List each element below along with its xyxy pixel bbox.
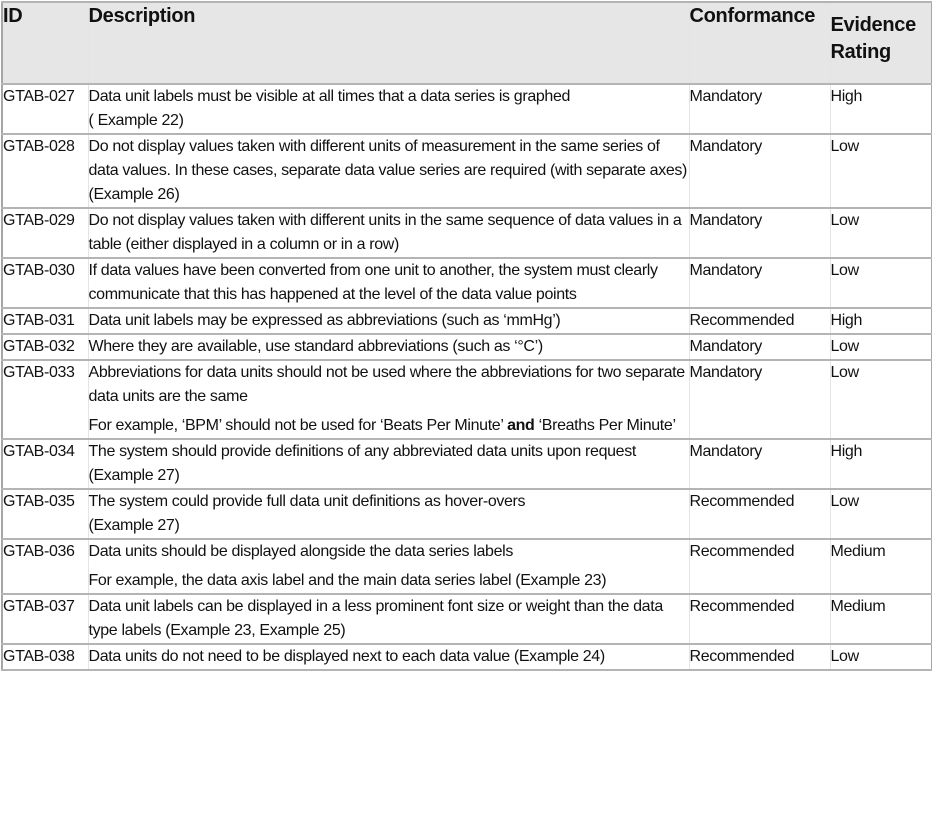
row-id: GTAB-033 [2, 360, 88, 439]
row-id: GTAB-038 [2, 644, 88, 670]
guidelines-table [1, 1, 932, 671]
header-description: Description [88, 2, 689, 84]
example-text [89, 414, 689, 438]
row-description: Data unit labels may be expressed as abbreviations (such as ‘mmHg’) [88, 308, 689, 334]
row-conformance: Recommended [689, 308, 830, 334]
row-description: Data unit labels can be displayed in a less prominent font size or weight than the data type labels (Example 23, Example 25) [88, 594, 689, 644]
row-description: Where they are available, use standard abbreviations (such as ‘°C’) [88, 334, 689, 360]
row-id: GTAB-037 [2, 594, 88, 644]
row-id: GTAB-027 [2, 84, 88, 134]
row-conformance: Recommended [689, 539, 830, 594]
row-evidence-rating: Low [830, 334, 932, 360]
row-id: GTAB-036 [2, 539, 88, 594]
row-evidence-rating: Low [830, 208, 932, 258]
example-text-bold: and [507, 417, 535, 434]
row-evidence-rating: Low [830, 134, 932, 208]
table-row [2, 594, 932, 644]
row-conformance: Recommended [689, 594, 830, 644]
row-conformance: Mandatory [689, 334, 830, 360]
table-row [2, 334, 932, 360]
header-conformance: Conformance [689, 2, 830, 84]
example-reference: (Example 27) [88, 467, 180, 484]
row-evidence-rating: Low [830, 258, 932, 308]
row-evidence-rating: Medium [830, 539, 932, 594]
row-id: GTAB-028 [2, 134, 88, 208]
row-description [88, 539, 689, 594]
row-description: Do not display values taken with different units of measurement in the same series of data values. In these cases, separate data value series are required (with separate axes) (Example 26) [88, 134, 689, 208]
description-text: The system could provide full data unit definitions as hover-overs [88, 493, 526, 510]
table-row [2, 539, 932, 594]
description-text: Data units should be displayed alongside the data series labels [88, 543, 513, 560]
header-id: ID [2, 2, 88, 84]
example-reference: (Example 27) [88, 517, 180, 534]
description-text: Data unit labels must be visible at all times that a data series is graphed [88, 88, 571, 105]
table-header [2, 2, 932, 84]
row-conformance: Mandatory [689, 439, 830, 489]
row-id: GTAB-030 [2, 258, 88, 308]
header-row [2, 2, 932, 84]
example-text-before: For example, ‘BPM’ should not be used for ‘Beats Per Minute’ [88, 417, 508, 434]
table-row [2, 258, 932, 308]
example-text: For example, the data axis label and the main data series label (Example 23) [88, 572, 607, 589]
table-row [2, 489, 932, 539]
table-row [2, 644, 932, 670]
row-description: Data units do not need to be displayed next to each data value (Example 24) [88, 644, 689, 670]
header-evidence-rating [830, 2, 932, 84]
row-description [88, 489, 689, 539]
table-row [2, 308, 932, 334]
row-description: If data values have been converted from one unit to another, the system must clearly communicate that this has happened at the level of the data value points [88, 258, 689, 308]
row-conformance: Mandatory [689, 134, 830, 208]
row-evidence-rating: Medium [830, 594, 932, 644]
row-evidence-rating: High [830, 308, 932, 334]
row-description [88, 84, 689, 134]
example-reference: ( Example 22) [88, 112, 184, 129]
row-conformance: Mandatory [689, 84, 830, 134]
row-description [88, 439, 689, 489]
row-conformance: Mandatory [689, 258, 830, 308]
row-evidence-rating: Low [830, 360, 932, 439]
row-evidence-rating: High [830, 439, 932, 489]
row-id: GTAB-031 [2, 308, 88, 334]
row-conformance: Recommended [689, 489, 830, 539]
header-evidence-line2: Rating [830, 41, 891, 63]
row-evidence-rating: High [830, 84, 932, 134]
row-evidence-rating: Low [830, 644, 932, 670]
row-conformance: Mandatory [689, 208, 830, 258]
row-description [88, 360, 689, 439]
table-row [2, 84, 932, 134]
table-row [2, 360, 932, 439]
row-id: GTAB-034 [2, 439, 88, 489]
table-row [2, 439, 932, 489]
table-row [2, 208, 932, 258]
row-id: GTAB-029 [2, 208, 88, 258]
row-id: GTAB-035 [2, 489, 88, 539]
header-evidence-line1: Evidence [830, 14, 916, 36]
row-evidence-rating: Low [830, 489, 932, 539]
row-id: GTAB-032 [2, 334, 88, 360]
description-text: The system should provide definitions of any abbreviated data units upon request [88, 443, 636, 460]
row-description: Do not display values taken with different units in the same sequence of data values in a table (either displayed in a column or in a row) [88, 208, 689, 258]
table-row [2, 134, 932, 208]
row-conformance: Recommended [689, 644, 830, 670]
description-text: Abbreviations for data units should not be used where the abbreviations for two separate data units are the same [88, 364, 685, 405]
example-text-after: ‘Breaths Per Minute’ [534, 417, 676, 434]
row-conformance: Mandatory [689, 360, 830, 439]
